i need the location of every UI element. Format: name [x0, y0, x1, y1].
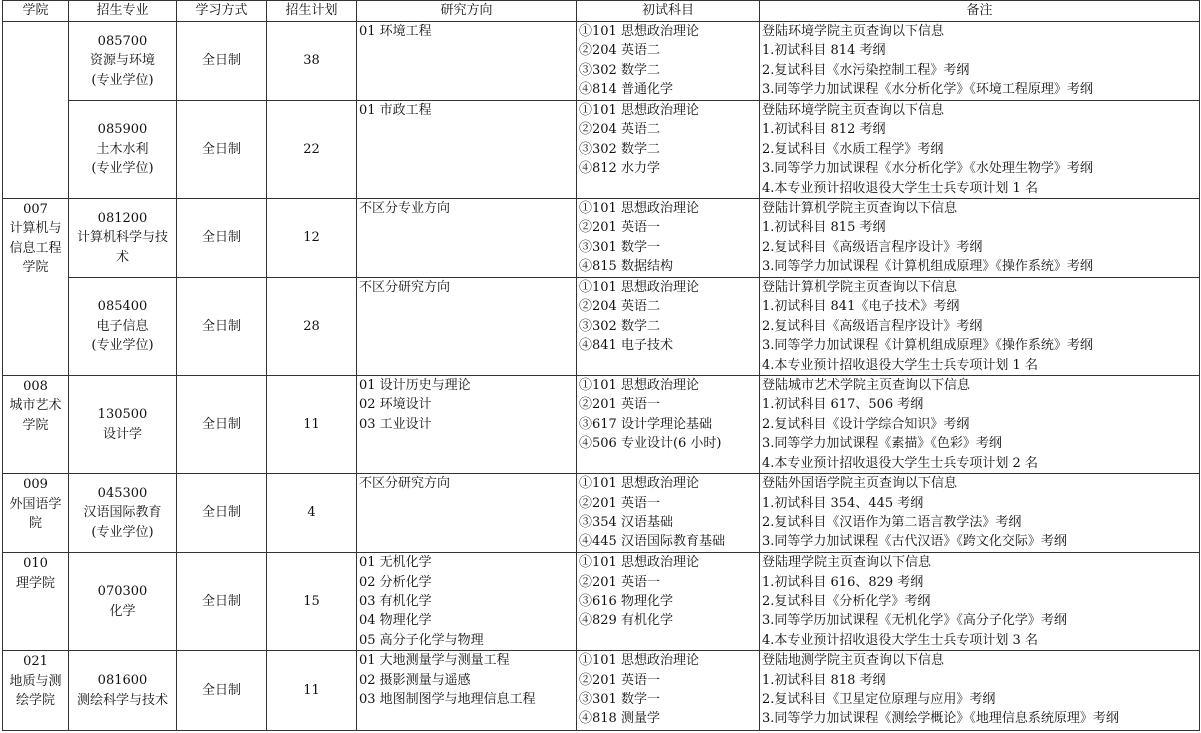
notes-line: 4.本专业预计招收退役大学生士兵专项计划 1 名: [762, 357, 1038, 373]
subjects-line: ③302 数学二: [579, 141, 660, 157]
notes-line: 登陆环境学院主页查询以下信息: [762, 103, 945, 118]
notes-line: 1.初试科目 354、445 考纲: [762, 495, 924, 511]
major-cell: [69, 22, 177, 101]
major-line: 081600: [97, 673, 148, 689]
subjects-line: ②201 英语一: [579, 495, 660, 511]
mode-cell: 全日制: [177, 651, 267, 731]
college-line: 城市艺术: [9, 398, 62, 414]
direction-cell: [357, 22, 577, 101]
major-line: 土木水利: [96, 141, 149, 157]
notes-line: 3.同等学力加试课程《计算机组成原理》《操作系统》考纲: [762, 338, 1093, 354]
direction-cell: [357, 199, 577, 278]
major-cell: [69, 651, 177, 731]
college-cell: [3, 553, 69, 651]
subjects-line: ①101 思想政治理论: [579, 103, 699, 118]
subjects-line: ①101 思想政治理论: [579, 378, 699, 394]
plan-cell: 12: [267, 199, 357, 278]
major-line: 081200: [97, 210, 148, 226]
notes-line: 登陆外国语学院主页查询以下信息: [762, 476, 958, 492]
notes-line: 1.初试科目 812 考纲: [762, 122, 886, 138]
notes-line: 2.复试科目《水质工程学》考纲: [762, 141, 944, 157]
notes-line: 1.初试科目 841《电子技术》考纲: [762, 299, 960, 315]
subjects-line: ④814 普通化学: [579, 82, 673, 98]
directions-line: 05 高分子化学与物理: [359, 632, 484, 648]
subjects-line: ④815 数据结构: [579, 259, 673, 275]
subjects-line: ②201 英语一: [579, 574, 660, 590]
notes-line: 3.同等学力加试课程《古代汉语》《跨文化交际》考纲: [762, 534, 1067, 550]
header-notes: 备注: [760, 1, 1200, 22]
major-cell: [69, 199, 177, 278]
directions-line: 03 有机化学: [359, 593, 432, 609]
college-line: 学院: [22, 417, 49, 433]
subjects-line: ②204 英语二: [579, 43, 660, 59]
major-cell: [69, 553, 177, 651]
college-cell: [3, 199, 69, 376]
notes-cell: [760, 553, 1200, 651]
major-line: 计算机科学与技: [76, 230, 168, 246]
directions-line: 03 地图制图学与地理信息工程: [359, 691, 536, 707]
direction-cell: [357, 101, 577, 199]
notes-line: 1.初试科目 616、829 考纲: [762, 574, 924, 590]
notes-line: 1.初试科目 818 考纲: [762, 672, 886, 688]
directions-line: 不区分研究方向: [359, 476, 451, 492]
notes-line: 3.同等学力加试课程《水分析化学》《水处理生物学》考纲: [762, 161, 1093, 177]
notes-line: 2.复试科目《高级语言程序设计》考纲: [762, 318, 983, 334]
table-row: [3, 553, 1200, 651]
subjects-line: ③301 数学一: [579, 691, 660, 707]
mode-cell: 全日制: [177, 22, 267, 101]
subjects-line: ①101 思想政治理论: [579, 555, 699, 571]
direction-cell: [357, 376, 577, 474]
college-cell: [3, 651, 69, 731]
plan-cell: 11: [267, 376, 357, 474]
subjects-line: ④812 水力学: [579, 161, 660, 177]
header-college: 学院: [3, 1, 69, 22]
major-line: 045300: [97, 485, 148, 501]
plan-cell: 38: [267, 22, 357, 101]
notes-cell: [760, 199, 1200, 278]
subjects-cell: [577, 553, 760, 651]
subjects-cell: [577, 651, 760, 731]
notes-line: 登陆地测学院主页查询以下信息: [762, 653, 945, 669]
subjects-cell: [577, 22, 760, 101]
major-line: 设计学: [102, 426, 142, 442]
subjects-cell: [577, 278, 760, 376]
subjects-line: ④506 专业设计(6 小时): [579, 436, 722, 452]
college-line: 计算机与: [9, 221, 62, 237]
subjects-line: ②201 英语一: [579, 672, 660, 688]
mode-cell: 全日制: [177, 376, 267, 474]
subjects-line: ①101 思想政治理论: [579, 280, 699, 296]
college-line: 009: [23, 477, 48, 493]
notes-line: 2.复试科目《卫星定位原理与应用》考纲: [762, 691, 996, 707]
notes-cell: [760, 376, 1200, 474]
major-line: (专业学位): [91, 161, 154, 177]
mode-cell: 全日制: [177, 199, 267, 278]
plan-cell: 22: [267, 101, 357, 199]
notes-line: 登陆理学院主页查询以下信息: [762, 555, 932, 571]
notes-line: 3.同等学历加试课程《无机化学》《高分子化学》考纲: [762, 613, 1067, 629]
notes-cell: [760, 278, 1200, 376]
table-row: [3, 22, 1200, 101]
table-row: [3, 474, 1200, 553]
direction-cell: [357, 553, 577, 651]
notes-line: 登陆城市艺术学院主页查询以下信息: [762, 378, 971, 394]
header-major: 招生专业: [69, 1, 177, 22]
major-line: 070300: [97, 584, 148, 600]
table-row: [3, 101, 1200, 199]
major-line: 术: [115, 249, 129, 265]
table-row: [3, 278, 1200, 376]
college-line: 021: [23, 654, 48, 670]
notes-line: 3.同等学力加试课程《计算机组成原理》《操作系统》考纲: [762, 259, 1093, 275]
subjects-line: ①101 思想政治理论: [579, 24, 699, 39]
major-line: 085400: [97, 299, 148, 315]
subjects-line: ③617 设计学理论基础: [579, 416, 712, 432]
major-line: 130500: [97, 407, 148, 423]
subjects-line: ①101 思想政治理论: [579, 653, 699, 669]
notes-line: 1.初试科目 814 考纲: [762, 43, 886, 59]
notes-cell: [760, 101, 1200, 199]
header-direction: 研究方向: [357, 1, 577, 22]
notes-line: 3.同等学力加试课程《水分析化学》《环境工程原理》考纲: [762, 82, 1093, 98]
table-row: [3, 199, 1200, 278]
mode-cell: 全日制: [177, 101, 267, 199]
header-subjects: 初试科目: [577, 1, 760, 22]
college-line: 学院: [22, 260, 49, 276]
directions-line: 02 分析化学: [359, 574, 432, 590]
major-cell: [69, 278, 177, 376]
direction-cell: [357, 278, 577, 376]
plan-cell: 28: [267, 278, 357, 376]
subjects-line: ④829 有机化学: [579, 613, 673, 629]
subjects-line: ②204 英语二: [579, 299, 660, 315]
notes-line: 登陆计算机学院主页查询以下信息: [762, 280, 958, 296]
subjects-line: ②204 英语二: [579, 122, 660, 138]
subjects-cell: [577, 376, 760, 474]
major-line: 085700: [97, 33, 148, 49]
header-mode: 学习方式: [177, 1, 267, 22]
college-line: 008: [23, 379, 48, 395]
major-cell: [69, 101, 177, 199]
direction-cell: [357, 651, 577, 731]
directions-line: 02 摄影测量与遥感: [359, 672, 471, 688]
directions-line: 01 无机化学: [359, 555, 432, 571]
header-plan: 招生计划: [267, 1, 357, 22]
directions-line: 01 环境工程: [359, 24, 432, 39]
major-line: 电子信息: [96, 318, 149, 334]
subjects-cell: [577, 474, 760, 553]
header-row: [3, 1, 1200, 22]
subjects-line: ③301 数学一: [579, 239, 660, 255]
mode-cell: 全日制: [177, 474, 267, 553]
directions-line: 02 环境设计: [359, 397, 432, 413]
notes-line: 登陆环境学院主页查询以下信息: [762, 24, 945, 39]
subjects-line: ②201 英语一: [579, 397, 660, 413]
college-line: 绘学院: [15, 692, 55, 708]
college-cell: [3, 22, 69, 199]
notes-line: 2.复试科目《高级语言程序设计》考纲: [762, 239, 983, 255]
major-line: (专业学位): [91, 338, 154, 354]
subjects-line: ①101 思想政治理论: [579, 476, 699, 492]
plan-cell: 4: [267, 474, 357, 553]
college-line: 地质与测: [9, 673, 62, 689]
directions-line: 不区分专业方向: [359, 201, 451, 217]
subjects-cell: [577, 199, 760, 278]
directions-line: 01 设计历史与理论: [359, 378, 471, 394]
college-line: 理学院: [15, 575, 55, 591]
college-line: 院: [28, 515, 42, 531]
notes-line: 2.复试科目《分析化学》考纲: [762, 593, 931, 609]
major-cell: [69, 376, 177, 474]
notes-cell: [760, 651, 1200, 731]
subjects-line: ④445 汉语国际教育基础: [579, 534, 725, 550]
major-line: (专业学位): [91, 72, 154, 88]
directions-line: 不区分研究方向: [359, 280, 451, 296]
college-line: 外国语学: [9, 496, 62, 512]
notes-cell: [760, 22, 1200, 101]
subjects-cell: [577, 101, 760, 199]
notes-line: 2.复试科目《水污染控制工程》考纲: [762, 62, 970, 78]
directions-line: 01 大地测量学与测量工程: [359, 653, 510, 669]
subjects-line: ③616 物理化学: [579, 593, 673, 609]
mode-cell: 全日制: [177, 278, 267, 376]
plan-cell: 11: [267, 651, 357, 731]
notes-line: 4.本专业预计招收退役大学生士兵专项计划 3 名: [762, 632, 1038, 648]
subjects-line: ①101 思想政治理论: [579, 201, 699, 217]
major-line: 085900: [97, 122, 148, 138]
mode-cell: 全日制: [177, 553, 267, 651]
notes-line: 4.本专业预计招收退役大学生士兵专项计划 1 名: [762, 180, 1038, 196]
directions-line: 04 物理化学: [359, 613, 432, 629]
college-cell: [3, 474, 69, 553]
major-line: (专业学位): [91, 524, 154, 540]
directions-line: 03 工业设计: [359, 416, 432, 432]
college-line: 010: [23, 556, 48, 572]
subjects-line: ③354 汉语基础: [579, 514, 673, 530]
admissions-table: [2, 0, 1200, 731]
major-line: 汉语国际教育: [83, 505, 162, 521]
direction-cell: [357, 474, 577, 553]
subjects-line: ③302 数学二: [579, 318, 660, 334]
subjects-line: ②201 英语一: [579, 220, 660, 236]
college-cell: [3, 376, 69, 474]
notes-line: 3.同等学力加试课程《素描》《色彩》考纲: [762, 436, 1002, 452]
notes-line: 1.初试科目 617、506 考纲: [762, 397, 924, 413]
subjects-line: ④818 测量学: [579, 711, 660, 727]
major-line: 化学: [109, 603, 136, 619]
directions-line: 01 市政工程: [359, 103, 432, 118]
college-line: 信息工程: [9, 240, 62, 256]
table-row: [3, 376, 1200, 474]
notes-line: 2.复试科目《设计学综合知识》考纲: [762, 416, 970, 432]
notes-line: 3.同等学力加试课程《测绘学概论》《地理信息系统原理》考纲: [762, 711, 1119, 727]
subjects-line: ④841 电子技术: [579, 338, 673, 354]
table-row: [3, 651, 1200, 731]
subjects-line: ③302 数学二: [579, 62, 660, 78]
plan-cell: 15: [267, 553, 357, 651]
notes-line: 4.本专业预计招收退役大学生士兵专项计划 2 名: [762, 455, 1038, 471]
major-cell: [69, 474, 177, 553]
college-line: 007: [23, 202, 48, 218]
notes-cell: [760, 474, 1200, 553]
notes-line: 2.复试科目《汉语作为第二语言教学法》考纲: [762, 514, 1022, 530]
major-line: 测绘科学与技术: [76, 692, 168, 708]
major-line: 资源与环境: [89, 53, 155, 69]
notes-line: 登陆计算机学院主页查询以下信息: [762, 201, 958, 217]
notes-line: 1.初试科目 815 考纲: [762, 220, 886, 236]
